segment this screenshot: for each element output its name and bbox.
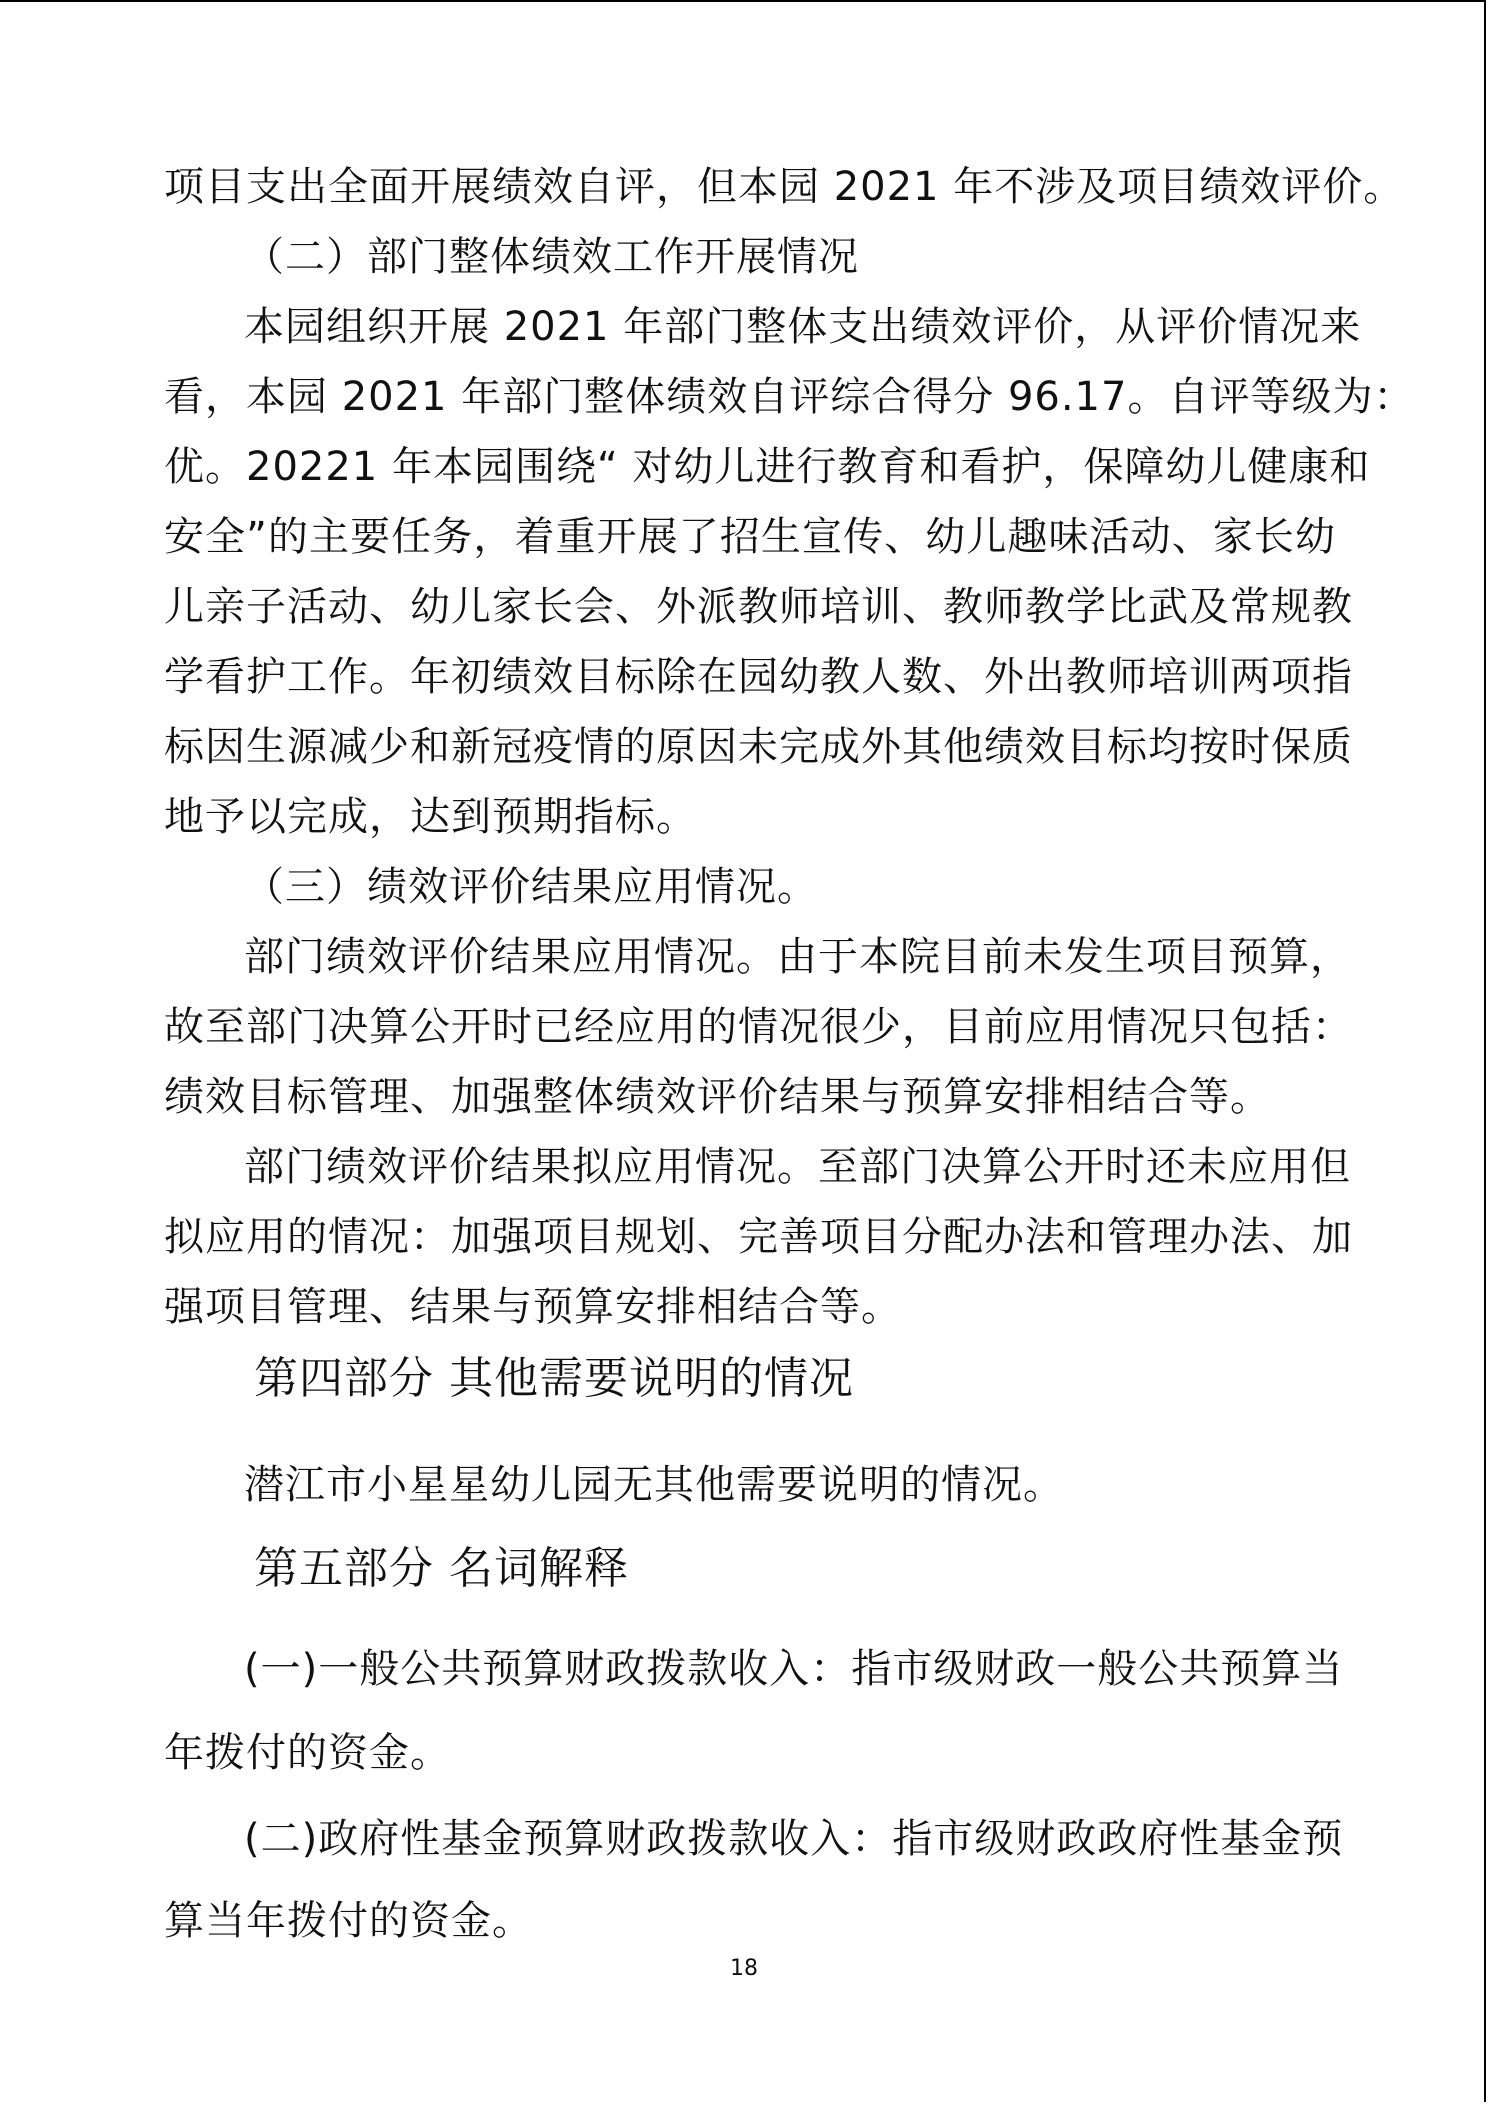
paragraph-line: 强项目管理、结果与预算安排相结合等。 [164, 1284, 902, 1330]
definition-line: (一)一般公共预算财政拨款收入：指市级财政一般公共预算当 [244, 1646, 1344, 1692]
paragraph-line: 学看护工作。年初绩效目标除在园幼教人数、外出教师培训两项指 [164, 654, 1353, 700]
section-heading-part-four: 第四部分 其他需要说明的情况 [254, 1353, 854, 1404]
paragraph-line: 儿亲子活动、幼儿家长会、外派教师培训、教师教学比武及常规教 [164, 584, 1353, 630]
paragraph-line: 拟应用的情况：加强项目规划、完善项目分配办法和管理办法、加 [164, 1214, 1353, 1260]
paragraph-line: 标因生源减少和新冠疫情的原因未完成外其他绩效目标均按时保质 [164, 724, 1353, 770]
page-number: 18 [730, 1956, 758, 1981]
section-heading-part-five: 第五部分 名词解释 [254, 1543, 629, 1594]
paragraph-line: 本园组织开展 2021 年部门整体支出绩效评价，从评价情况来 [244, 304, 1362, 350]
paragraph-line: 故至部门决算公开时已经应用的情况很少，目前应用情况只包括： [164, 1004, 1353, 1050]
definition-line: (二)政府性基金预算财政拨款收入：指市级财政政府性基金预 [244, 1816, 1344, 1862]
definition-line: 算当年拨付的资金。 [164, 1898, 533, 1944]
paragraph-line: 绩效目标管理、加强整体绩效评价结果与预算安排相结合等。 [164, 1074, 1271, 1120]
subsection-heading: （二）部门整体绩效工作开展情况 [244, 234, 859, 280]
paragraph-line: 安全”的主要任务，着重开展了招生宣传、幼儿趣味活动、家长幼 [164, 514, 1336, 560]
paragraph-line: 潜江市小星星幼儿园无其他需要说明的情况。 [244, 1462, 1064, 1508]
paragraph-line: 看，本园 2021 年部门整体绩效自评综合得分 96.17。自评等级为： [164, 374, 1415, 420]
paragraph-line: 优。20221 年本园围绕“ 对幼儿进行教育和看护，保障幼儿健康和 [164, 444, 1371, 490]
paragraph-line: 部门绩效评价结果应用情况。由于本院目前未发生项目预算， [244, 934, 1351, 980]
subsection-heading: （三）绩效评价结果应用情况。 [244, 864, 818, 910]
paragraph-line: 部门绩效评价结果拟应用情况。至部门决算公开时还未应用但 [244, 1144, 1351, 1190]
paragraph-line: 项目支出全面开展绩效自评，但本园 2021 年不涉及项目绩效评价。 [164, 164, 1405, 210]
paragraph-line: 地予以完成，达到预期指标。 [164, 794, 697, 840]
definition-line: 年拨付的资金。 [164, 1730, 451, 1776]
